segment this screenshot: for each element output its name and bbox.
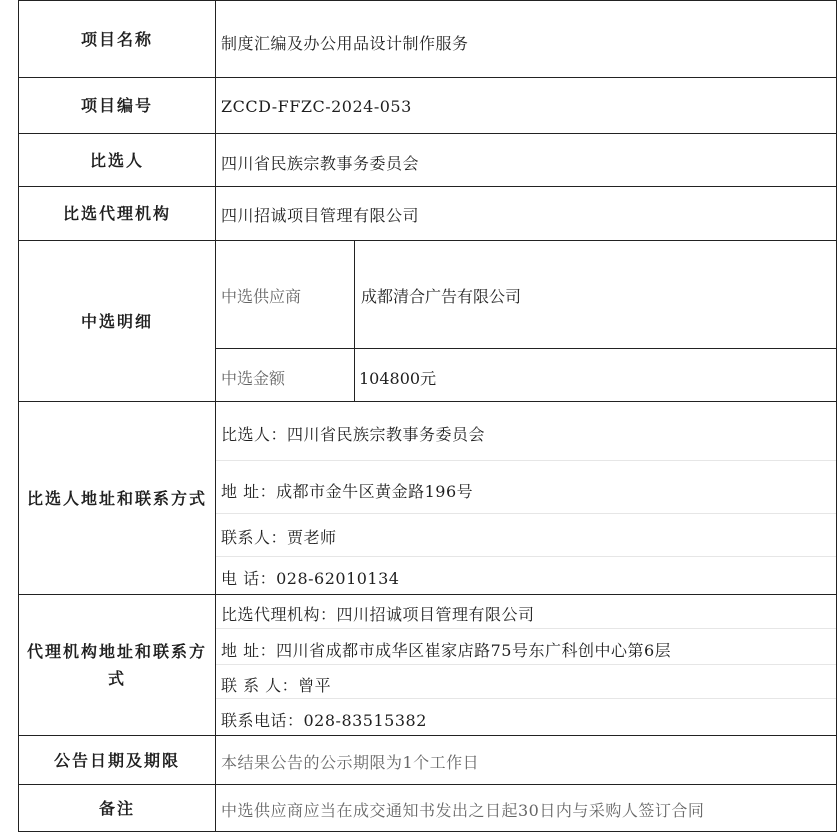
supplier-value: 成都清合广告有限公司 (361, 287, 522, 306)
agency-value: 四川招诚项目管理有限公司 (221, 206, 420, 225)
agency-contact-line: 联 系 人：曾平 (221, 676, 332, 695)
agency-label: 比选代理机构 (62, 204, 171, 223)
supplier-label: 中选供应商 (221, 287, 302, 306)
line-divider (215, 664, 837, 665)
remarks-value: 中选供应商应当在成交通知书发出之日起30日内与采购人签订合同 (221, 801, 705, 820)
project-number-label: 项目编号 (80, 96, 153, 115)
project-number-value: ZCCD-FFZC-2024-053 (221, 97, 412, 116)
agency-contact-label: 代理机构地址和联系方式 (26, 642, 207, 688)
line-divider (215, 628, 837, 629)
agency-contact-line: 联系电话：028-83515382 (221, 711, 427, 730)
selector-contact-line: 联系人：贾老师 (221, 528, 337, 547)
line-divider (215, 556, 837, 557)
remarks-label: 备注 (98, 798, 135, 818)
line-divider (215, 460, 837, 461)
agency-contact-line: 地 址：四川省成都市成华区崔家店路75号东广科创中心第6层 (221, 641, 672, 660)
amount-value: 104800元 (359, 369, 437, 388)
line-divider (215, 513, 837, 514)
column-divider (215, 0, 216, 832)
notice-period-label: 公告日期及期限 (53, 750, 180, 770)
column-divider (354, 240, 355, 401)
notice-period-value: 本结果公告的公示期限为1个工作日 (221, 753, 480, 772)
selector-value: 四川省民族宗教事务委员会 (221, 154, 420, 173)
selector-contact-label: 比选人地址和联系方式 (26, 488, 207, 508)
selector-contact-line: 比选人：四川省民族宗教事务委员会 (221, 425, 486, 444)
project-name-label: 项目名称 (80, 29, 153, 49)
selector-label: 比选人 (89, 150, 144, 170)
selector-contact-line: 地 址：成都市金牛区黄金路196号 (221, 482, 474, 501)
line-divider (215, 698, 837, 699)
selector-contact-line: 电 话：028-62010134 (221, 569, 400, 588)
agency-contact-line: 比选代理机构：四川招诚项目管理有限公司 (221, 605, 535, 624)
row-divider (215, 348, 837, 349)
amount-label: 中选金额 (221, 369, 286, 388)
selection-details-label: 中选明细 (80, 311, 153, 331)
project-name-value: 制度汇编及办公用品设计制作服务 (221, 34, 469, 53)
